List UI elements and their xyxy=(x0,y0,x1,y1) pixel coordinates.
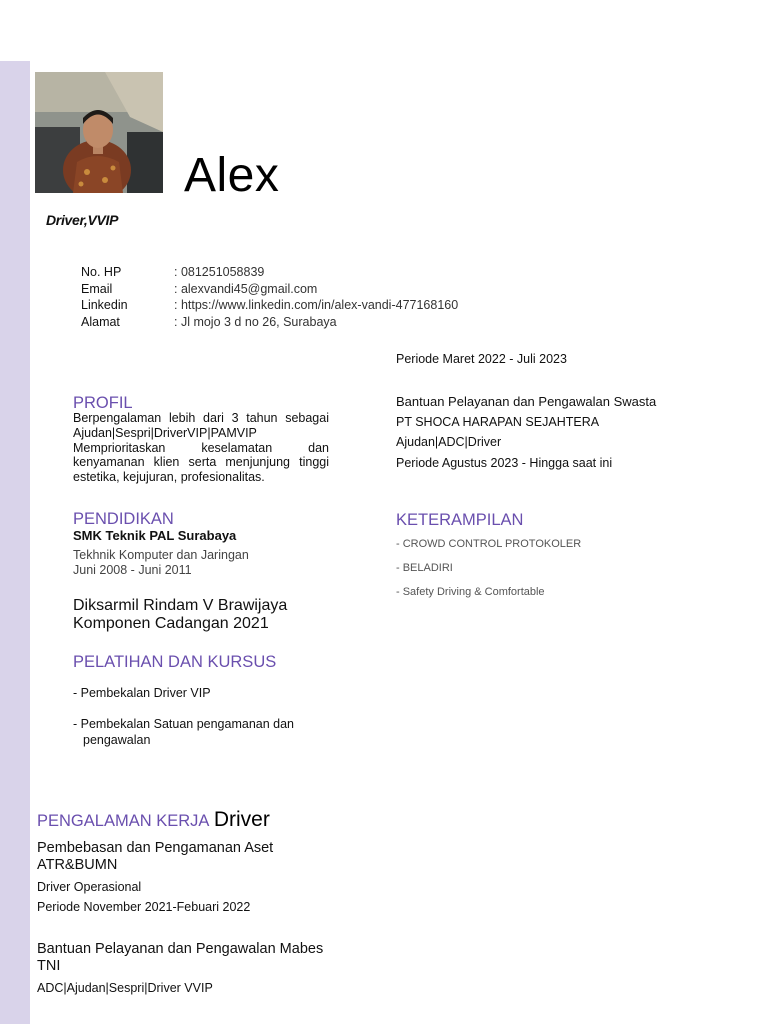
contact-value: : Jl mojo 3 d no 26, Surabaya xyxy=(174,314,337,329)
course-item xyxy=(73,717,294,731)
skill-item: - BELADIRI xyxy=(396,562,453,574)
contact-value: : alexvandi45@gmail.com xyxy=(174,281,318,296)
job-title-continued: ATR&BUMN xyxy=(37,857,118,873)
education-major: Tekhnik Komputer dan Jaringan xyxy=(73,548,249,562)
section-heading-pendidikan: PENDIDIKAN xyxy=(73,510,174,528)
course-text: Pembekalan Satuan pengamanan dan xyxy=(80,717,295,731)
job-role: ADC|Ajudan|Sespri|Driver VVIP xyxy=(37,981,213,995)
skill-item: - CROWD CONTROL PROTOKOLER xyxy=(396,538,582,550)
contact-label: Linkedin xyxy=(81,298,128,313)
job-role: Driver Operasional xyxy=(37,880,142,894)
job-role: Ajudan|ADC|Driver xyxy=(396,435,502,449)
experience-heading-suffix: Driver xyxy=(213,808,270,831)
training-military-sub: Komponen Cadangan 2021 xyxy=(73,615,269,632)
section-heading-pelatihan: PELATIHAN DAN KURSUS xyxy=(73,653,277,671)
education-period: Juni 2008 - Juni 2011 xyxy=(73,563,192,577)
contact-block xyxy=(81,265,581,331)
course-item: - Pembekalan Driver VIP xyxy=(73,686,211,700)
job-period: Periode Agustus 2023 - Hingga saat ini xyxy=(396,456,613,470)
course-dash: - xyxy=(73,717,81,731)
candidate-role: Driver,VVIP xyxy=(46,212,119,228)
contact-value: : 081251058839 xyxy=(174,265,265,279)
section-heading-keterampilan: KETERAMPILAN xyxy=(396,511,524,529)
profil-text: Berpengalaman lebih dari 3 tahun sebagai Ajudan|Sespri|DriverVIP|PAMVIP Memprioritaskan keselamatan dan kenyamanan klien serta menjunjung tinggi estetika, kejujuran, profesionalitas. xyxy=(73,411,329,485)
education-school: SMK Teknik PAL Surabaya xyxy=(73,528,237,543)
contact-label: Email xyxy=(81,281,113,296)
profile-photo-illustration xyxy=(35,72,163,193)
job-company: PT SHOCA HARAPAN SEJAHTERA xyxy=(396,415,600,429)
left-accent-bar xyxy=(0,61,30,1024)
section-heading-profil: PROFIL xyxy=(73,394,133,412)
contact-label: Alamat xyxy=(81,314,120,329)
candidate-name: Alex xyxy=(184,149,280,202)
job-title: Bantuan Pelayanan dan Pengawalan Swasta xyxy=(396,394,657,409)
contact-row-linkedin xyxy=(81,298,581,315)
job-period: Periode November 2021-Febuari 2022 xyxy=(37,900,251,914)
contact-row-address xyxy=(81,315,581,332)
job-title-continued: TNI xyxy=(37,958,61,974)
training-military-title: Diksarmil Rindam V Brawijaya xyxy=(73,597,288,614)
experience-heading: PENGALAMAN KERJA xyxy=(37,812,210,830)
profile-photo xyxy=(35,72,163,193)
section-heading-pengalaman xyxy=(37,808,270,832)
contact-row-email xyxy=(81,282,581,299)
course-item-continued: pengawalan xyxy=(83,733,151,747)
job-title: Bantuan Pelayanan dan Pengawalan Mabes xyxy=(37,941,324,957)
job-title: Pembebasan dan Pengamanan Aset xyxy=(37,840,274,856)
contact-row-phone xyxy=(81,265,581,282)
job-period: Periode Maret 2022 - Juli 2023 xyxy=(396,352,567,366)
contact-label: No. HP xyxy=(81,265,122,279)
skill-item: - Safety Driving & Comfortable xyxy=(396,586,545,598)
contact-value: : https://www.linkedin.com/in/alex-vandi-477168160 xyxy=(174,298,459,313)
